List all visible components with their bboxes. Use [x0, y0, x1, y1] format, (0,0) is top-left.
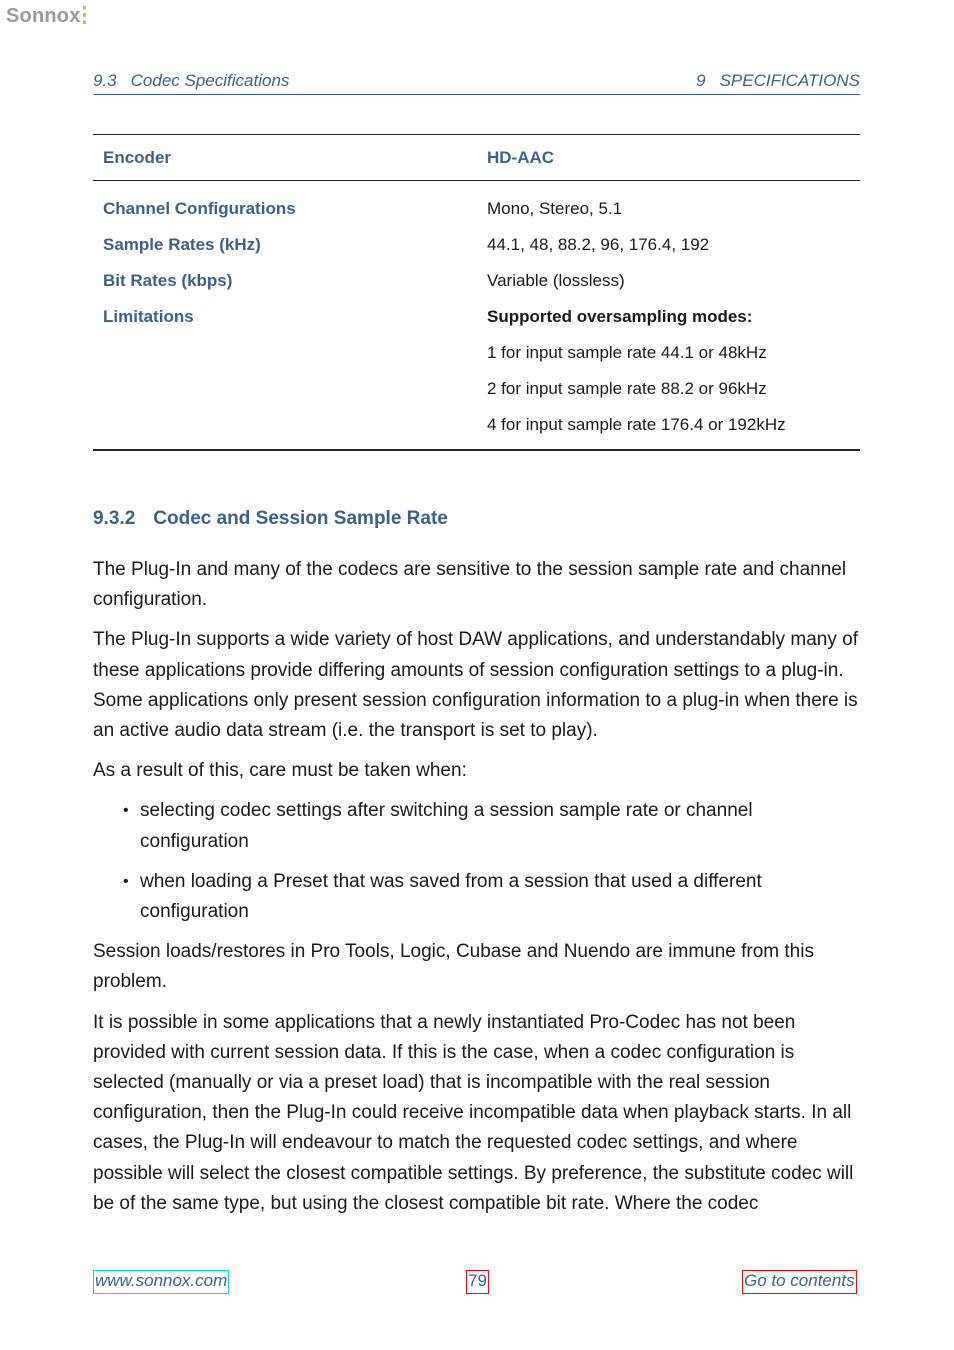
row-key	[93, 371, 475, 407]
table-row	[93, 181, 860, 228]
header-section	[93, 71, 289, 91]
table-row	[93, 371, 860, 407]
row-key: Bit Rates (kbps)	[103, 271, 233, 290]
go-to-contents-link[interactable]: Go to contents	[742, 1270, 857, 1294]
body-text	[93, 555, 863, 1229]
running-header	[93, 70, 860, 95]
row-value: 2 for input sample rate 88.2 or 96kHz	[487, 379, 767, 398]
table-row	[93, 299, 860, 335]
paragraph: The Plug-In supports a wide variety of host DAW applications, and understandably many of these applications provide differing amounts of session configuration settings to a plug-in. Some applications only present session configuration information to a plug-in when there is an active audio data stream (i.e. the transport is set to play).	[93, 629, 858, 742]
row-value: Supported oversampling modes:	[487, 307, 753, 326]
table-header-row	[93, 135, 860, 181]
page-number-link[interactable]: 79	[466, 1270, 489, 1294]
bullet-icon: •	[123, 872, 129, 890]
row-value: Variable (lossless)	[487, 271, 625, 290]
table-row	[93, 227, 860, 263]
section-number: 9.3.2	[93, 508, 136, 529]
header-section-title: Codec Specifications	[130, 71, 290, 90]
list-item-text: selecting codec settings after switching a session sample rate or channel configuration	[140, 800, 753, 852]
bullet-icon: •	[123, 802, 129, 820]
section-heading	[93, 508, 448, 530]
header-section-num: 9.3	[93, 71, 117, 90]
table-row	[93, 335, 860, 371]
table-row	[93, 263, 860, 299]
bullet-list	[93, 796, 863, 927]
paragraph: The Plug-In and many of the codecs are sensitive to the session sample rate and channel configuration.	[93, 559, 847, 611]
row-key	[93, 407, 475, 450]
row-key: Channel Configurations	[103, 199, 296, 218]
list-item	[123, 867, 863, 927]
header-chapter	[696, 71, 860, 91]
paragraph: It is possible in some applications that a newly instantiated Pro-Codec has not been provided with current session data. If this is the case, when a codec configuration is selected (manually or via a preset load) that is incompatible with the real session configuration, then the Plug-In could receive incompatible data when playback starts. In all cases, the Plug-In will endeavour to match the requested codec settings, and where possible will select the closest compatible settings. By preference, the substitute codec will be of the same type, but using the closest compatible bit rate. Where the codec	[93, 1011, 854, 1214]
row-key	[93, 335, 475, 371]
sonnox-logo	[6, 5, 86, 28]
table-header-codec: HD-AAC	[475, 135, 860, 181]
header-chapter-num: 9	[696, 71, 706, 90]
table-header-encoder: Encoder	[93, 135, 475, 181]
header-chapter-title: SPECIFICATIONS	[719, 71, 860, 90]
row-key: Sample Rates (kHz)	[103, 235, 261, 254]
row-value: 44.1, 48, 88.2, 96, 176.4, 192	[487, 235, 710, 254]
row-value: 1 for input sample rate 44.1 or 48kHz	[487, 343, 767, 362]
section-title: Codec and Session Sample Rate	[153, 508, 448, 529]
paragraph: Session loads/restores in Pro Tools, Logic, Cubase and Nuendo are immune from this problem.	[93, 941, 814, 993]
row-key: Limitations	[103, 307, 194, 326]
list-item	[123, 796, 863, 856]
website-link[interactable]: www.sonnox.com	[93, 1270, 229, 1294]
logo-text: Sonnox	[6, 5, 81, 27]
codec-spec-table	[93, 134, 860, 451]
row-value: 4 for input sample rate 176.4 or 192kHz	[487, 415, 786, 434]
paragraph: As a result of this, care must be taken when:	[93, 760, 467, 782]
list-item-text: when loading a Preset that was saved from a session that used a different configuration	[140, 870, 762, 923]
table-row	[93, 407, 860, 450]
row-value: Mono, Stereo, 5.1	[487, 199, 623, 218]
logo-dots-icon	[83, 6, 86, 24]
